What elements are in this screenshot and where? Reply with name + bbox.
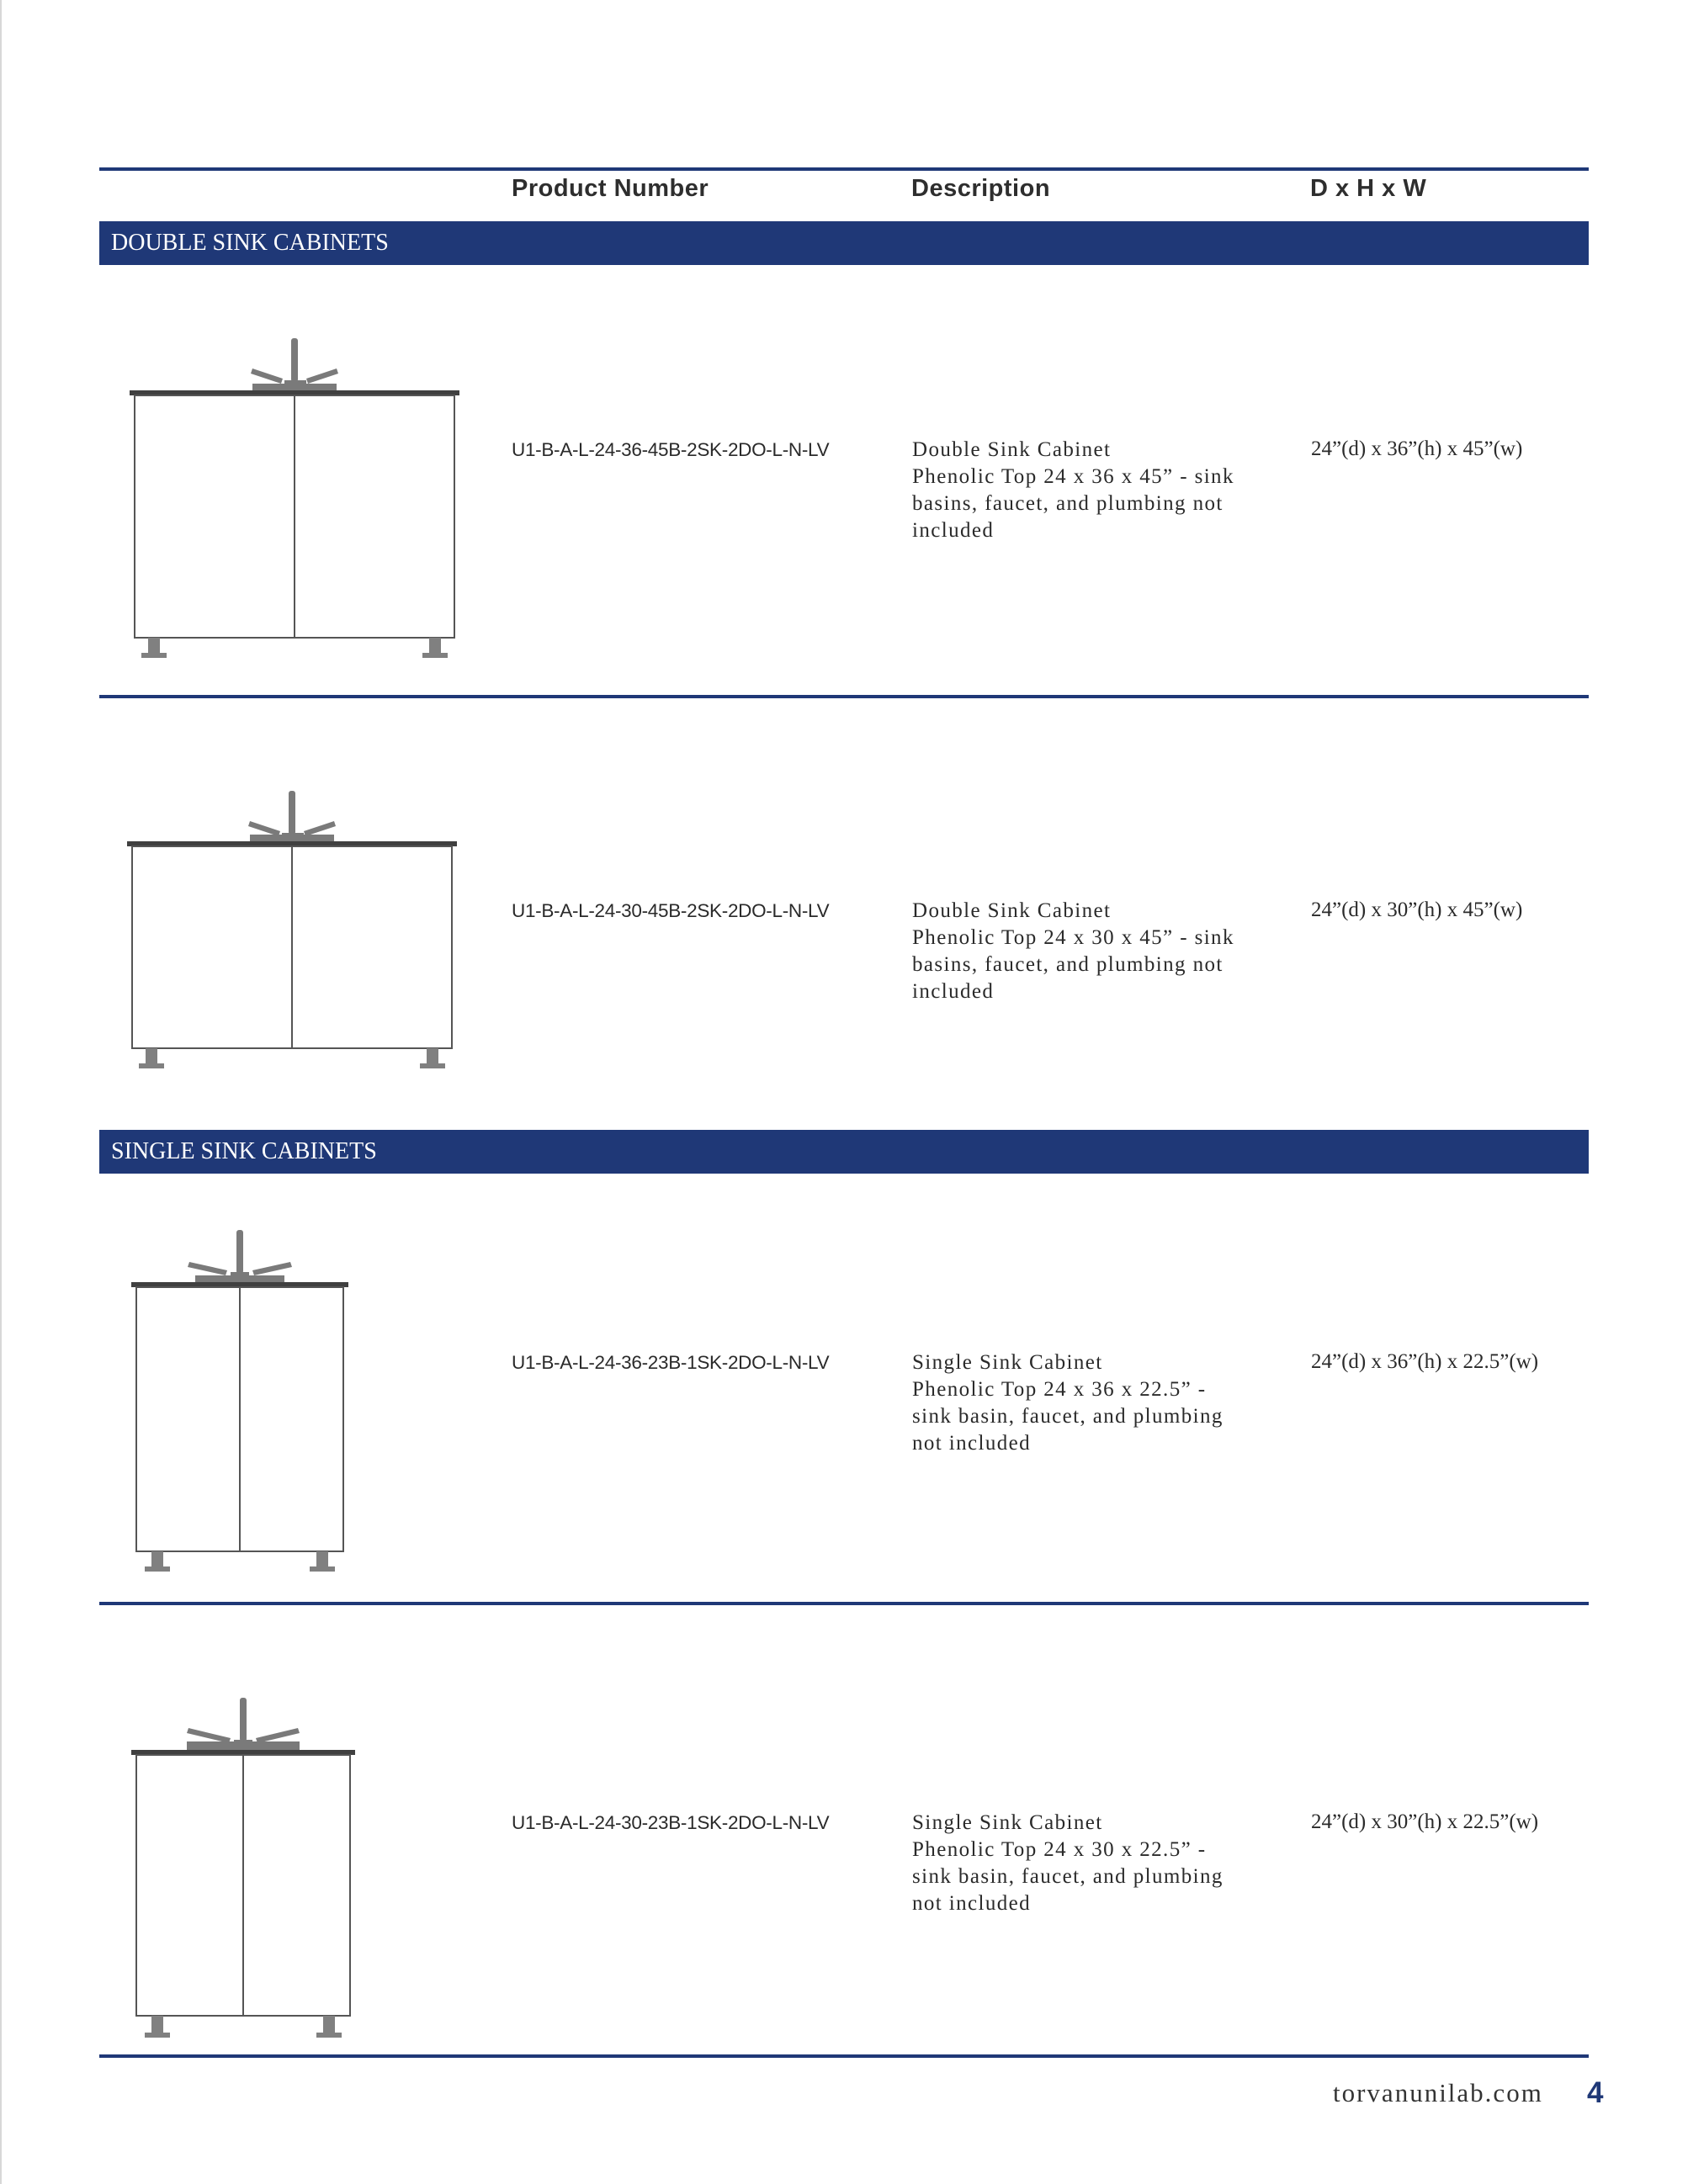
dimensions-double-30: 24”(d) x 30”(h) x 45”(w) xyxy=(1311,899,1523,921)
description-single-30: Single Sink Cabinet Phenolic Top 24 x 30 x 22.5” - sink basin, faucet, and plumbing not included xyxy=(912,1811,1224,1915)
description-single-36: Single Sink Cabinet Phenolic Top 24 x 36 x 22.5” - sink basin, faucet, and plumbing not included xyxy=(912,1351,1224,1455)
footer-website-link[interactable]: torvanunilab.com xyxy=(1333,2078,1543,2107)
product-number-single-36: U1-B-A-L-24-36-23B-1SK-2DO-L-N-LV xyxy=(512,1352,830,1373)
dimensions-single-36: 24”(d) x 36”(h) x 22.5”(w) xyxy=(1311,1350,1539,1373)
product-number-single-30: U1-B-A-L-24-30-23B-1SK-2DO-L-N-LV xyxy=(512,1812,830,1833)
column-header-dimensions: D x H x W xyxy=(1310,175,1427,202)
dimensions-single-30: 24”(d) x 30”(h) x 22.5”(w) xyxy=(1311,1810,1539,1833)
single-sink-cabinet-36-image xyxy=(126,1227,353,1584)
header-rule xyxy=(99,167,1589,171)
footer-rule xyxy=(99,2054,1589,2058)
single-sink-cabinet-30-image xyxy=(128,1694,359,2048)
dimensions-double-36: 24”(d) x 36”(h) x 45”(w) xyxy=(1311,437,1523,460)
double-sink-cabinet-36-image xyxy=(126,335,463,671)
page-edge xyxy=(0,0,2,2184)
product-number-double-36: U1-B-A-L-24-36-45B-2SK-2DO-L-N-LV xyxy=(512,439,830,460)
column-header-description: Description xyxy=(911,175,1051,202)
description-double-36: Double Sink Cabinet Phenolic Top 24 x 36 x 45” - sink basins, faucet, and plumbing not included xyxy=(912,438,1234,542)
section-header-double-sink: DOUBLE SINK CABINETS xyxy=(99,221,1589,265)
row-divider xyxy=(99,695,1589,698)
description-double-30: Double Sink Cabinet Phenolic Top 24 x 30 x 45” - sink basins, faucet, and plumbing not included xyxy=(912,899,1234,1003)
double-sink-cabinet-30-image xyxy=(124,787,460,1082)
column-header-product-number: Product Number xyxy=(512,175,709,202)
section-header-single-sink: SINGLE SINK CABINETS xyxy=(99,1130,1589,1174)
page-number: 4 xyxy=(1587,2076,1604,2109)
product-number-double-30: U1-B-A-L-24-30-45B-2SK-2DO-L-N-LV xyxy=(512,900,830,921)
row-divider xyxy=(99,1602,1589,1605)
